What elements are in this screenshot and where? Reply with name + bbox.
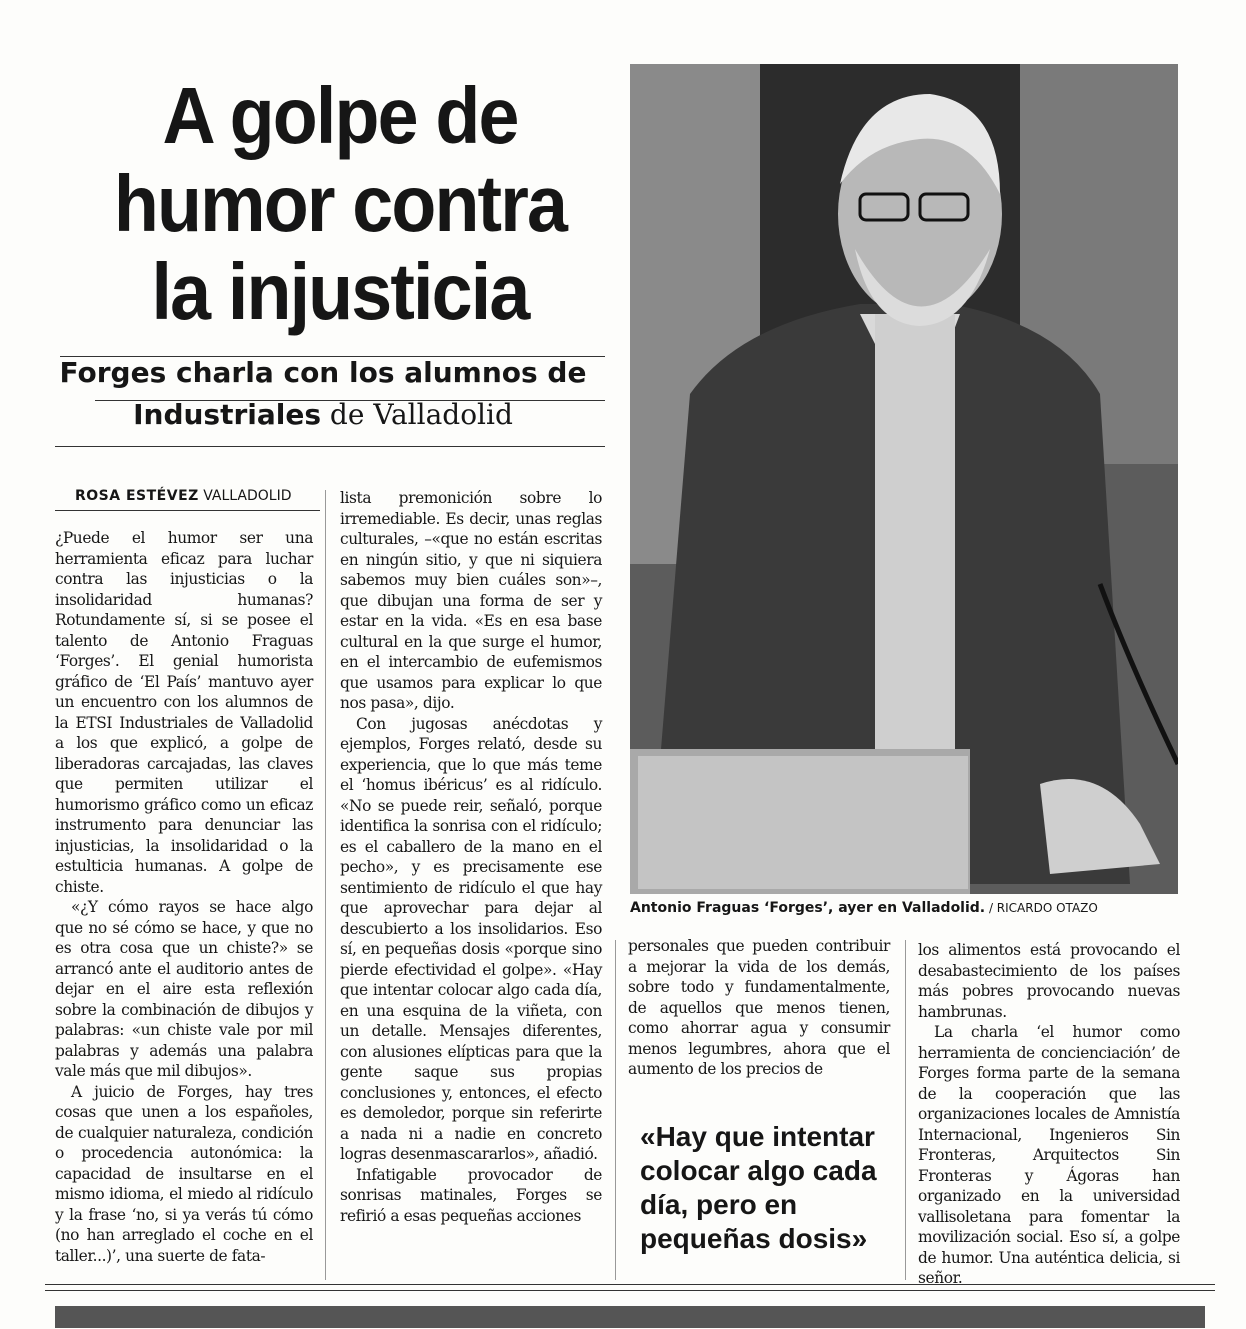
photo-illustration bbox=[630, 64, 1178, 894]
column-divider bbox=[615, 940, 616, 1280]
paragraph: La charla ‘el humor como herramienta de concienciación’ de Forges forma parte de la semana de la cooperación que las organizaciones locales de Amnistía Internacional, Ingenieros Sin Fronteras, Arquitectos Sin Fronteras y Ágoras han organizado en la universidad vallisoletana para fomentar la movilización social. Eso sí, a golpe de humor. Una auténtica delicia, si señor. bbox=[918, 1023, 1180, 1287]
headline-line: la injusticia bbox=[151, 247, 529, 336]
paragraph: Infatigable provocador de sonrisas matinales, Forges se refirió a esas pequeñas acciones bbox=[340, 1165, 602, 1225]
bottom-image-strip bbox=[55, 1306, 1205, 1328]
rule-divider bbox=[45, 1290, 1215, 1291]
subhead-line1: Forges charla con los alumnos de bbox=[59, 356, 587, 389]
headline-line: humor contra bbox=[113, 159, 567, 248]
paragraph: A juicio de Forges, hay tres cosas que unen a los españoles, de cualquier naturaleza, condición o procedencia autonómica: la capacidad de insultarse en el mismo idioma, el miedo al ridículo y la frase ‘no, si ya verás tú cómo (no han arreglado el coche en el taller...)’, una suerte de fata- bbox=[55, 1082, 313, 1265]
subheadline bbox=[40, 352, 606, 436]
rule-divider bbox=[45, 1284, 1215, 1285]
paragraph: lista premonición sobre lo irremediable. Es decir, unas reglas culturales, –«que no están escritas en ningún sitio, y que ni siquiera sabemos muy bien cuáles son»–, que dibujan una forma de ser y estar en la vida. «Es en esa base cultural en la que surge el humor, en el intercambio de eufemismos que usamos para explicar lo que nos pasa», dijo. bbox=[340, 489, 602, 712]
paragraph: Con jugosas anécdotas y ejemplos, Forges relató, desde su experiencia, que lo que más teme el ‘homus ibéricus’ es al ridículo. «No se puede reir, señaló, porque identifica la sonrisa con el ridículo; es el caballero de la mano en el pecho», y es precisamente ese sentimiento de ridículo el que hay que aprovechar para dejar al descubierto a los insolidarios. Eso sí, en pequeñas dosis «porque sino pierde efectividad el golpe». «Hay que intentar colocar algo cada día, en una esquina de la viñeta, con un detalle. Mensajes diferentes, con alusiones elípticas para que la gente saque sus propias conclusiones y, entonces, el efecto es demoledor, porque sin referirte a nada ni a nadie en concreto logras desenmascararlos», añadió. bbox=[340, 714, 602, 1163]
byline-author: ROSA ESTÉVEZ bbox=[75, 488, 199, 504]
column-divider bbox=[905, 940, 906, 1280]
paragraph: personales que pueden contribuir a mejorar la vida de los demás, sobre todo y fundamentalmente, de aquellos que menos tienen, como ahorrar agua y consumir menos legumbres, ahora que el aumento de los precios de bbox=[628, 937, 890, 1078]
byline-place: VALLADOLID bbox=[203, 488, 292, 504]
paragraph: los alimentos está provocando el desabastecimiento de los países más pobres provocando nuevas hambrunas. bbox=[918, 941, 1180, 1021]
subhead-rest: de Valladolid bbox=[321, 398, 513, 431]
caption-text: Antonio Fraguas ‘Forges’, ayer en Valladolid. bbox=[630, 900, 986, 916]
forges-photo bbox=[630, 64, 1178, 894]
column-divider bbox=[325, 490, 326, 1280]
photo-credit: / RICARDO OTAZO bbox=[985, 901, 1098, 915]
article-column-3 bbox=[628, 936, 890, 1080]
rule-divider bbox=[55, 446, 605, 447]
article-column-1 bbox=[55, 528, 313, 1266]
headline-line: A golpe de bbox=[162, 71, 518, 160]
photo-caption bbox=[630, 900, 1190, 916]
byline bbox=[75, 488, 292, 504]
paragraph: «¿Y cómo rayos se hace algo que no sé cómo se hace, y que no es otra cosa que un chiste?» se arrancó ante el auditorio antes de dejar en el aire esta reflexión sobre la combinación de dibujos y palabras: «un chiste vale por mil palabras y además una palabra vale más que mil dibujos». bbox=[55, 898, 313, 1080]
subhead-bold: Industriales bbox=[133, 398, 322, 431]
paragraph: ¿Puede el humor ser una herramienta eficaz para luchar contra las injusticias o la insolidaridad humanas? Rotundamente sí, si se posee el talento de Antonio Fraguas ‘Forges’. El genial humorista gráfico de ‘El País’ mantuvo ayer un encuentro con los alumnos de la ETSI Industriales de Valladolid a los que explicó, a golpe de liberadoras carcajadas, las claves que permiten utilizar el humorismo gráfico como un eficaz instrumento para denunciar las injusticias, la insolidaridad o la estulticia humanas. A golpe de chiste. bbox=[55, 529, 313, 896]
article-column-4 bbox=[918, 940, 1180, 1289]
rule-divider bbox=[95, 400, 605, 401]
article-column-2 bbox=[340, 488, 602, 1226]
rule-divider bbox=[55, 510, 320, 511]
headline bbox=[82, 72, 597, 336]
pull-quote: «Hay que intentar colocar algo cada día, pero en pequeñas dosis» bbox=[640, 1121, 877, 1254]
